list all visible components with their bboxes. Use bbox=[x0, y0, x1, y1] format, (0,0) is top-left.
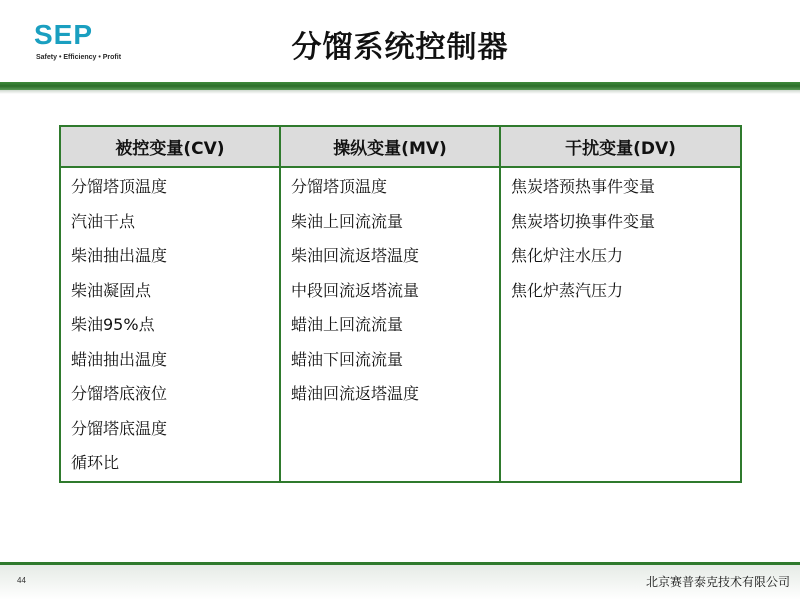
mv-cell: 蜡油下回流流量 bbox=[291, 349, 404, 369]
cv-cell: 分馏塔底液位 bbox=[71, 384, 168, 403]
company-name: 北京赛普泰克技术有限公司 bbox=[645, 575, 790, 589]
slide-title: 分馏系统控制器 bbox=[291, 30, 509, 65]
dv-cell: 焦炭塔切换事件变量 bbox=[511, 211, 656, 231]
cv-cell: 柴油抽出温度 bbox=[71, 246, 168, 265]
dv-cell: 焦化炉蒸汽压力 bbox=[511, 280, 624, 300]
cv-header: 被控变量(CV) bbox=[61, 127, 279, 168]
cv-column bbox=[61, 127, 281, 481]
mv-cell: 柴油回流返塔温度 bbox=[291, 246, 420, 265]
cv-cell: 柴油95%点 bbox=[71, 315, 155, 334]
cv-cell: 分馏塔底温度 bbox=[71, 418, 168, 438]
dv-cell: 焦化炉注水压力 bbox=[511, 246, 624, 265]
top-divider-shadow bbox=[0, 90, 800, 94]
cv-cell: 分馏塔顶温度 bbox=[71, 177, 168, 196]
mv-header: 操纵变量(MV) bbox=[281, 127, 499, 168]
mv-cell: 中段回流返塔流量 bbox=[291, 280, 420, 300]
top-divider-band bbox=[0, 82, 800, 90]
dv-header: 干扰变量(DV) bbox=[501, 127, 740, 168]
dv-cell: 焦炭塔预热事件变量 bbox=[511, 177, 656, 196]
logo-wordmark: SEP bbox=[34, 19, 94, 50]
mv-column bbox=[281, 127, 501, 481]
cv-cell: 汽油干点 bbox=[71, 211, 136, 231]
controller-variable-table bbox=[59, 125, 742, 483]
cv-cell: 蜡油抽出温度 bbox=[71, 349, 168, 369]
dv-column bbox=[501, 127, 740, 481]
logo-tagline: Safety • Efficiency • Profit bbox=[36, 54, 122, 61]
mv-cell: 分馏塔顶温度 bbox=[291, 177, 388, 196]
mv-cell: 蜡油上回流流量 bbox=[291, 315, 404, 334]
cv-cell: 循环比 bbox=[71, 453, 120, 472]
cv-cell: 柴油凝固点 bbox=[71, 280, 152, 300]
page-number: 44 bbox=[17, 576, 26, 585]
mv-cell: 蜡油回流返塔温度 bbox=[291, 384, 420, 403]
mv-cell: 柴油上回流流量 bbox=[291, 211, 404, 231]
